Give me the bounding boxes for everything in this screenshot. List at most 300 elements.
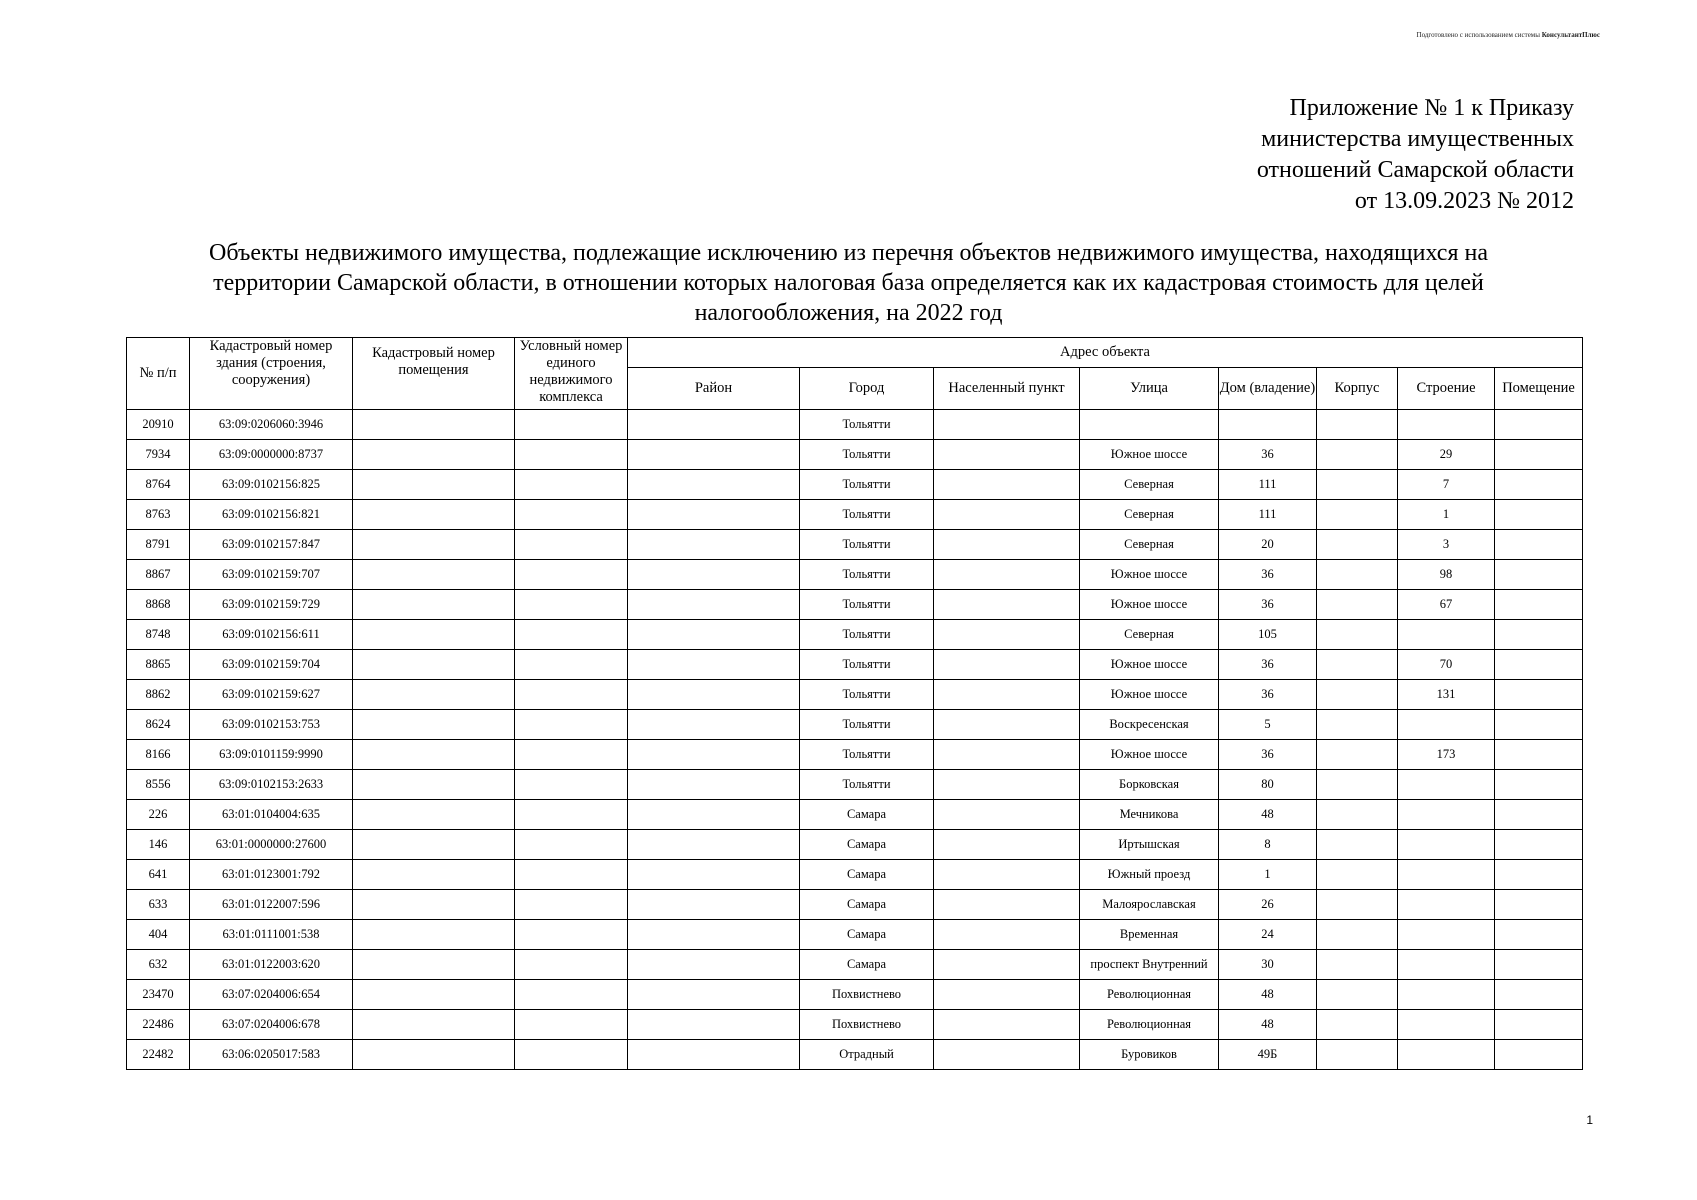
cell-building: [1398, 920, 1495, 950]
cell-street: Южное шоссе: [1080, 740, 1219, 770]
cell-building-cadastral: 63:09:0102156:825: [190, 470, 353, 500]
cell-city: Самара: [800, 890, 934, 920]
cell-room: [1495, 680, 1583, 710]
table-body: [127, 410, 1583, 1070]
cell-district: [628, 590, 800, 620]
table-row: [127, 830, 1583, 860]
cell-korpus: [1317, 800, 1398, 830]
cell-building: [1398, 710, 1495, 740]
cell-locality: [934, 620, 1080, 650]
cell-building: [1398, 800, 1495, 830]
cell-complex-number: [515, 830, 628, 860]
cell-room-cadastral: [353, 950, 515, 980]
cell-house: 49Б: [1219, 1040, 1317, 1070]
appendix-reference: [1257, 93, 1574, 217]
cell-room: [1495, 590, 1583, 620]
cell-room-cadastral: [353, 980, 515, 1010]
cell-house: [1219, 410, 1317, 440]
cell-city: Тольятти: [800, 650, 934, 680]
cell-room: [1495, 740, 1583, 770]
cell-district: [628, 620, 800, 650]
cell-building-cadastral: 63:01:0000000:27600: [190, 830, 353, 860]
cell-district: [628, 470, 800, 500]
cell-city: Самара: [800, 830, 934, 860]
cell-street: Южное шоссе: [1080, 440, 1219, 470]
cell-complex-number: [515, 860, 628, 890]
cell-complex-number: [515, 500, 628, 530]
cell-room: [1495, 440, 1583, 470]
cell-korpus: [1317, 710, 1398, 740]
cell-district: [628, 980, 800, 1010]
cell-building: [1398, 980, 1495, 1010]
cell-house: 30: [1219, 950, 1317, 980]
cell-building-cadastral: 63:06:0205017:583: [190, 1040, 353, 1070]
cell-korpus: [1317, 770, 1398, 800]
cell-locality: [934, 560, 1080, 590]
cell-room-cadastral: [353, 800, 515, 830]
cell-street: Северная: [1080, 620, 1219, 650]
cell-korpus: [1317, 980, 1398, 1010]
appendix-line: Приложение № 1 к Приказу: [1289, 95, 1574, 121]
cell-building-cadastral: 63:09:0102159:707: [190, 560, 353, 590]
cell-street: Южное шоссе: [1080, 590, 1219, 620]
cell-house: 36: [1219, 590, 1317, 620]
cell-locality: [934, 650, 1080, 680]
cell-room-cadastral: [353, 500, 515, 530]
cell-room-cadastral: [353, 590, 515, 620]
cell-street: Революционная: [1080, 980, 1219, 1010]
cell-locality: [934, 860, 1080, 890]
cell-building-cadastral: 63:09:0102153:2633: [190, 770, 353, 800]
cell-room: [1495, 800, 1583, 830]
cell-building: 131: [1398, 680, 1495, 710]
header-building-cadastral: Кадастровый номер здания (строения, сооружения): [190, 338, 353, 410]
cell-korpus: [1317, 1040, 1398, 1070]
cell-building-cadastral: 63:07:0204006:678: [190, 1010, 353, 1040]
cell-building: [1398, 830, 1495, 860]
cell-street: Южный проезд: [1080, 860, 1219, 890]
header-room: Помещение: [1495, 368, 1583, 410]
cell-street: проспект Внутренний: [1080, 950, 1219, 980]
cell-room: [1495, 620, 1583, 650]
cell-district: [628, 530, 800, 560]
header-room-cadastral: Кадастровый номер помещения: [353, 338, 515, 410]
cell-korpus: [1317, 920, 1398, 950]
cell-complex-number: [515, 770, 628, 800]
cell-district: [628, 740, 800, 770]
cell-korpus: [1317, 830, 1398, 860]
cell-num: 8764: [127, 470, 190, 500]
cell-street: Революционная: [1080, 1010, 1219, 1040]
cell-city: Тольятти: [800, 470, 934, 500]
cell-locality: [934, 500, 1080, 530]
cell-building-cadastral: 63:01:0123001:792: [190, 860, 353, 890]
cell-house: 111: [1219, 470, 1317, 500]
cell-house: 36: [1219, 740, 1317, 770]
cell-num: 22482: [127, 1040, 190, 1070]
appendix-line: министерства имущественных: [1261, 126, 1574, 152]
cell-num: 8748: [127, 620, 190, 650]
cell-building-cadastral: 63:07:0204006:654: [190, 980, 353, 1010]
cell-korpus: [1317, 530, 1398, 560]
cell-room-cadastral: [353, 620, 515, 650]
watermark-brand: КонсультантПлюс: [1541, 31, 1600, 39]
cell-street: Буровиков: [1080, 1040, 1219, 1070]
cell-house: 36: [1219, 680, 1317, 710]
cell-korpus: [1317, 950, 1398, 980]
cell-house: 36: [1219, 440, 1317, 470]
cell-building-cadastral: 63:09:0101159:9990: [190, 740, 353, 770]
cell-locality: [934, 800, 1080, 830]
cell-num: 22486: [127, 1010, 190, 1040]
cell-building: 1: [1398, 500, 1495, 530]
cell-complex-number: [515, 590, 628, 620]
cell-complex-number: [515, 920, 628, 950]
cell-house: 48: [1219, 800, 1317, 830]
cell-room-cadastral: [353, 830, 515, 860]
watermark-prefix: Подготовлено с использованием системы: [1416, 31, 1540, 39]
cell-house: 48: [1219, 980, 1317, 1010]
cell-locality: [934, 980, 1080, 1010]
cell-room-cadastral: [353, 890, 515, 920]
cell-complex-number: [515, 650, 628, 680]
table-row: [127, 1010, 1583, 1040]
cell-room: [1495, 980, 1583, 1010]
cell-building: 98: [1398, 560, 1495, 590]
cell-building-cadastral: 63:01:0122007:596: [190, 890, 353, 920]
table-row: [127, 1040, 1583, 1070]
cell-building: [1398, 950, 1495, 980]
cell-street: Малоярославская: [1080, 890, 1219, 920]
cell-room: [1495, 560, 1583, 590]
cell-korpus: [1317, 440, 1398, 470]
cell-locality: [934, 530, 1080, 560]
cell-building-cadastral: 63:01:0122003:620: [190, 950, 353, 980]
header-locality: Населенный пункт: [934, 368, 1080, 410]
cell-district: [628, 1010, 800, 1040]
cell-district: [628, 410, 800, 440]
cell-num: 632: [127, 950, 190, 980]
cell-district: [628, 890, 800, 920]
cell-building: 70: [1398, 650, 1495, 680]
cell-complex-number: [515, 980, 628, 1010]
cell-building-cadastral: 63:09:0102159:704: [190, 650, 353, 680]
cell-room: [1495, 1010, 1583, 1040]
cell-num: 8865: [127, 650, 190, 680]
cell-room: [1495, 530, 1583, 560]
cell-complex-number: [515, 1040, 628, 1070]
cell-korpus: [1317, 860, 1398, 890]
cell-street: Северная: [1080, 500, 1219, 530]
cell-city: Тольятти: [800, 740, 934, 770]
cell-building: 173: [1398, 740, 1495, 770]
cell-building-cadastral: 63:01:0111001:538: [190, 920, 353, 950]
cell-locality: [934, 830, 1080, 860]
header-house: Дом (владение): [1219, 368, 1317, 410]
cell-room: [1495, 950, 1583, 980]
cell-district: [628, 770, 800, 800]
table-row: [127, 950, 1583, 980]
cell-num: 226: [127, 800, 190, 830]
cell-building: [1398, 770, 1495, 800]
cell-num: 8868: [127, 590, 190, 620]
cell-room: [1495, 890, 1583, 920]
cell-house: 36: [1219, 650, 1317, 680]
cell-room-cadastral: [353, 740, 515, 770]
cell-korpus: [1317, 680, 1398, 710]
cell-building-cadastral: 63:09:0102156:821: [190, 500, 353, 530]
cell-num: 146: [127, 830, 190, 860]
page-number: 1: [1586, 1113, 1593, 1127]
cell-locality: [934, 890, 1080, 920]
cell-street: Мечникова: [1080, 800, 1219, 830]
cell-building: [1398, 620, 1495, 650]
header-address: Адрес объекта: [628, 338, 1583, 368]
table-row: [127, 440, 1583, 470]
cell-num: 8556: [127, 770, 190, 800]
cell-building-cadastral: 63:09:0102153:753: [190, 710, 353, 740]
cell-district: [628, 920, 800, 950]
cell-building-cadastral: 63:09:0102159:729: [190, 590, 353, 620]
cell-building: [1398, 410, 1495, 440]
cell-city: Тольятти: [800, 620, 934, 650]
table-row: [127, 530, 1583, 560]
cell-num: 8862: [127, 680, 190, 710]
cell-room: [1495, 410, 1583, 440]
cell-num: 8166: [127, 740, 190, 770]
table-row: [127, 860, 1583, 890]
cell-room: [1495, 770, 1583, 800]
cell-building: 67: [1398, 590, 1495, 620]
cell-complex-number: [515, 740, 628, 770]
cell-korpus: [1317, 620, 1398, 650]
table-row: [127, 590, 1583, 620]
cell-num: 23470: [127, 980, 190, 1010]
consultant-plus-watermark: [1417, 31, 1600, 39]
cell-building: [1398, 1010, 1495, 1040]
cell-city: Самара: [800, 860, 934, 890]
table-row: [127, 500, 1583, 530]
cell-building: 7: [1398, 470, 1495, 500]
cell-room-cadastral: [353, 1010, 515, 1040]
cell-district: [628, 500, 800, 530]
table-row: [127, 650, 1583, 680]
cell-num: 8867: [127, 560, 190, 590]
appendix-line: отношений Самарской области: [1256, 157, 1574, 183]
cell-district: [628, 650, 800, 680]
cell-building: [1398, 890, 1495, 920]
table-row: [127, 710, 1583, 740]
cell-room-cadastral: [353, 1040, 515, 1070]
cell-district: [628, 440, 800, 470]
cell-complex-number: [515, 950, 628, 980]
cell-city: Похвистнево: [800, 1010, 934, 1040]
table-row: [127, 920, 1583, 950]
cell-num: 641: [127, 860, 190, 890]
cell-room-cadastral: [353, 710, 515, 740]
cell-district: [628, 950, 800, 980]
cell-korpus: [1317, 650, 1398, 680]
cell-room: [1495, 830, 1583, 860]
cell-room: [1495, 470, 1583, 500]
cell-house: 26: [1219, 890, 1317, 920]
cell-room: [1495, 650, 1583, 680]
cell-num: 8791: [127, 530, 190, 560]
cell-complex-number: [515, 410, 628, 440]
table-row: [127, 560, 1583, 590]
cell-korpus: [1317, 560, 1398, 590]
cell-street: Южное шоссе: [1080, 650, 1219, 680]
header-building: Строение: [1398, 368, 1495, 410]
cell-locality: [934, 770, 1080, 800]
cell-locality: [934, 470, 1080, 500]
cell-house: 36: [1219, 560, 1317, 590]
cell-complex-number: [515, 620, 628, 650]
cell-city: Самара: [800, 920, 934, 950]
cell-city: Тольятти: [800, 500, 934, 530]
cell-locality: [934, 410, 1080, 440]
table-row: [127, 770, 1583, 800]
cell-district: [628, 560, 800, 590]
cell-street: Южное шоссе: [1080, 680, 1219, 710]
cell-korpus: [1317, 1010, 1398, 1040]
cell-city: Тольятти: [800, 680, 934, 710]
cell-district: [628, 800, 800, 830]
cell-house: 1: [1219, 860, 1317, 890]
table-row: [127, 890, 1583, 920]
cell-district: [628, 680, 800, 710]
cell-house: 111: [1219, 500, 1317, 530]
title-line: налогообложения, на 2022 год: [694, 300, 1003, 326]
cell-korpus: [1317, 470, 1398, 500]
table-row: [127, 620, 1583, 650]
cell-building-cadastral: 63:09:0102157:847: [190, 530, 353, 560]
cell-room-cadastral: [353, 770, 515, 800]
cell-korpus: [1317, 410, 1398, 440]
cell-building-cadastral: 63:09:0000000:8737: [190, 440, 353, 470]
appendix-line: от 13.09.2023 № 2012: [1354, 188, 1574, 214]
cell-locality: [934, 710, 1080, 740]
cell-complex-number: [515, 1010, 628, 1040]
header-complex-number: Условный номер единого недвижимого комплекса: [515, 338, 628, 410]
cell-room-cadastral: [353, 410, 515, 440]
property-table: [126, 337, 1583, 1070]
header-num: № п/п: [127, 338, 190, 410]
cell-num: 404: [127, 920, 190, 950]
cell-street: [1080, 410, 1219, 440]
cell-room-cadastral: [353, 860, 515, 890]
cell-street: Борковская: [1080, 770, 1219, 800]
cell-house: 24: [1219, 920, 1317, 950]
cell-house: 5: [1219, 710, 1317, 740]
cell-building-cadastral: 63:01:0104004:635: [190, 800, 353, 830]
cell-locality: [934, 440, 1080, 470]
cell-building: [1398, 1040, 1495, 1070]
cell-locality: [934, 740, 1080, 770]
cell-korpus: [1317, 500, 1398, 530]
cell-city: Тольятти: [800, 440, 934, 470]
cell-room: [1495, 860, 1583, 890]
header-district: Район: [628, 368, 800, 410]
table-row: [127, 980, 1583, 1010]
cell-building-cadastral: 63:09:0206060:3946: [190, 410, 353, 440]
cell-city: Тольятти: [800, 590, 934, 620]
cell-house: 20: [1219, 530, 1317, 560]
cell-num: 20910: [127, 410, 190, 440]
cell-complex-number: [515, 470, 628, 500]
cell-room: [1495, 920, 1583, 950]
cell-city: Похвистнево: [800, 980, 934, 1010]
cell-city: Тольятти: [800, 530, 934, 560]
header-city: Город: [800, 368, 934, 410]
table-row: [127, 800, 1583, 830]
cell-korpus: [1317, 590, 1398, 620]
cell-complex-number: [515, 680, 628, 710]
cell-street: Воскресенская: [1080, 710, 1219, 740]
cell-locality: [934, 1040, 1080, 1070]
cell-city: Самара: [800, 800, 934, 830]
table-row: [127, 410, 1583, 440]
cell-room-cadastral: [353, 650, 515, 680]
cell-locality: [934, 1010, 1080, 1040]
cell-complex-number: [515, 710, 628, 740]
cell-district: [628, 830, 800, 860]
cell-district: [628, 1040, 800, 1070]
cell-locality: [934, 950, 1080, 980]
cell-city: Тольятти: [800, 770, 934, 800]
table-row: [127, 470, 1583, 500]
cell-korpus: [1317, 890, 1398, 920]
cell-house: 105: [1219, 620, 1317, 650]
title-line: Объекты недвижимого имущества, подлежащие исключению из перечня объектов недвижимого имущества, находящихся на: [209, 240, 1488, 266]
cell-num: 8763: [127, 500, 190, 530]
cell-korpus: [1317, 740, 1398, 770]
cell-room: [1495, 1040, 1583, 1070]
cell-locality: [934, 590, 1080, 620]
cell-room-cadastral: [353, 560, 515, 590]
cell-complex-number: [515, 890, 628, 920]
cell-building-cadastral: 63:09:0102156:611: [190, 620, 353, 650]
cell-room-cadastral: [353, 920, 515, 950]
table-row: [127, 680, 1583, 710]
cell-city: Тольятти: [800, 710, 934, 740]
cell-complex-number: [515, 440, 628, 470]
cell-building: 29: [1398, 440, 1495, 470]
cell-room-cadastral: [353, 530, 515, 560]
document-title: [160, 238, 1537, 328]
cell-street: Южное шоссе: [1080, 560, 1219, 590]
cell-city: Тольятти: [800, 410, 934, 440]
cell-city: Самара: [800, 950, 934, 980]
cell-house: 80: [1219, 770, 1317, 800]
cell-room: [1495, 710, 1583, 740]
cell-house: 48: [1219, 1010, 1317, 1040]
cell-room-cadastral: [353, 680, 515, 710]
cell-street: Временная: [1080, 920, 1219, 950]
cell-complex-number: [515, 530, 628, 560]
cell-num: 8624: [127, 710, 190, 740]
cell-building: [1398, 860, 1495, 890]
cell-locality: [934, 680, 1080, 710]
cell-building-cadastral: 63:09:0102159:627: [190, 680, 353, 710]
cell-locality: [934, 920, 1080, 950]
cell-city: Отрадный: [800, 1040, 934, 1070]
cell-district: [628, 710, 800, 740]
cell-city: Тольятти: [800, 560, 934, 590]
cell-room-cadastral: [353, 440, 515, 470]
table-row: [127, 740, 1583, 770]
cell-num: 7934: [127, 440, 190, 470]
